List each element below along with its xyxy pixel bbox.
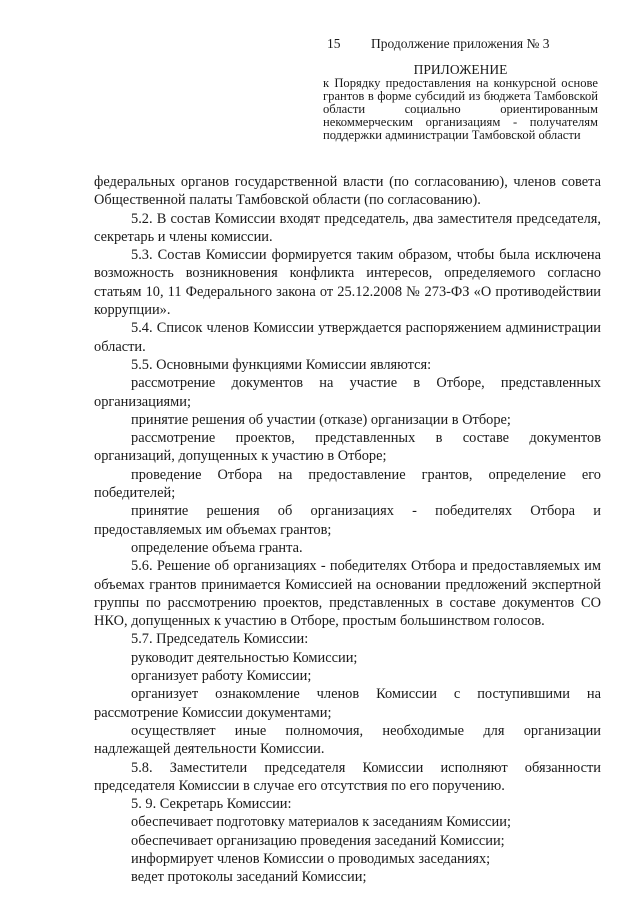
page-number: 15 bbox=[327, 36, 341, 51]
paragraph-12: 5.7. Председатель Комиссии: bbox=[131, 631, 309, 648]
paragraph-18: 5. 9. Секретарь Комиссии: bbox=[131, 796, 292, 813]
paragraph-14: организует работу Комиссии; bbox=[131, 668, 312, 685]
continuation-note: Продолжение приложения № 3 bbox=[371, 36, 550, 51]
paragraph-15: организует ознакомление членов Комиссии с поступившими на рассмотрение Комиссии документами; bbox=[94, 686, 601, 721]
paragraph-10: определение объема гранта. bbox=[131, 539, 303, 556]
paragraph-21: информирует членов Комиссии о проводимых заседаниях; bbox=[131, 850, 491, 867]
paragraph-19: обеспечивает подготовку материалов к заседаниям Комиссии; bbox=[131, 814, 511, 831]
paragraph-11: 5.6. Решение об организациях - победителях Отбора и предоставляемых им объемах грантов принимается Комиссией на основании предложений экспертной группы по рассмотрению проектов, представленных в составе документов СО НКО, допущенных к участию в Отборе, простым большинством голосов. bbox=[94, 558, 601, 630]
paragraph-16: осуществляет иные полномочия, необходимые для организации надлежащей деятельности Комиссии. bbox=[94, 722, 601, 758]
appendix-block bbox=[323, 62, 598, 142]
paragraph-5: рассмотрение документов на участие в Отборе, представленных организациями; bbox=[94, 375, 601, 410]
paragraph-8: проведение Отбора на предоставление грантов, определение его победителей; bbox=[94, 466, 601, 502]
appendix-text: к Порядку предоставления на конкурсной основе грантов в форме субсидий из бюджета Тамбовской области социально ориентированным некоммерческим организациям - получателям поддержки администрации Тамбовской области bbox=[323, 76, 598, 142]
paragraph-20: обеспечивает организацию проведения заседаний Комиссии; bbox=[131, 832, 505, 849]
paragraph-1: 5.2. В состав Комиссии входят председатель, два заместителя председателя, секретарь и члены комиссии. bbox=[94, 210, 601, 245]
paragraph-0: федеральных органов государственной власти (по согласованию), членов совета Общественной палаты Тамбовской области (по согласованию). bbox=[94, 174, 601, 209]
document-body bbox=[94, 173, 601, 887]
paragraph-2: 5.3. Состав Комиссии формируется таким образом, чтобы была исключена возможность возникновения конфликта интересов, определяемого согласно статьям 10, 11 Федерального закона от 25.12.2008 № 273-ФЗ «О противодействии коррупции». bbox=[94, 247, 601, 319]
paragraph-17: 5.8. Заместители председателя Комиссии исполняют обязанности председателя Комиссии в случае его отсутствия по его поручению. bbox=[94, 759, 601, 794]
paragraph-6: принятие решения об участии (отказе) организации в Отборе; bbox=[131, 411, 511, 428]
paragraph-4: 5.5. Основными функциями Комиссии являются: bbox=[131, 356, 432, 373]
paragraph-3: 5.4. Список членов Комиссии утверждается распоряжением администрации области. bbox=[94, 320, 601, 355]
paragraph-22: ведет протоколы заседаний Комиссии; bbox=[131, 869, 367, 886]
paragraph-7: рассмотрение проектов, представленных в составе документов организаций, допущенных к участию в Отборе; bbox=[94, 430, 601, 465]
page-header bbox=[327, 36, 550, 52]
appendix-title: ПРИЛОЖЕНИЕ bbox=[413, 62, 508, 77]
paragraph-9: принятие решения об организациях - победителях Отбора и предоставляемых им объемах грантов; bbox=[94, 503, 601, 538]
paragraph-13: руководит деятельностью Комиссии; bbox=[131, 649, 358, 666]
